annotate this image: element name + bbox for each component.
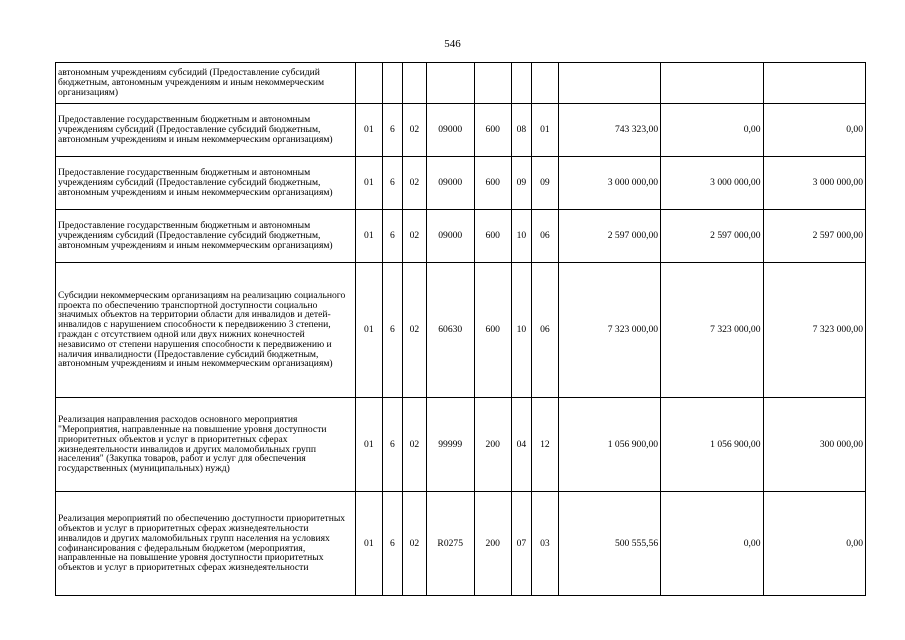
main-activity-code: 02 — [403, 157, 427, 210]
amount-year-1 — [558, 63, 660, 104]
program-code: 01 — [356, 157, 383, 210]
expense-direction-code — [426, 63, 474, 104]
row-description: Предоставление государственным бюджетным и автономным учреждениям субсидий (Предоставление субсидий бюджетным, автономным учреждениям и иным некоммерческим организациям) — [56, 157, 356, 210]
row-description: Реализация направления расходов основного мероприятия "Мероприятия, направленные на повышение уровня доступности приоритетных объектов и услуг в приоритетных сферах жизнедеятельности инвалидов и других маломобильных групп населения" (Закупка товаров, работ и услуг для обеспечения государственных (муниципальных) нужд) — [56, 398, 356, 492]
subsection-code: 09 — [532, 157, 559, 210]
main-activity-code — [403, 63, 427, 104]
subprogram-code: 6 — [382, 398, 402, 492]
program-code: 01 — [356, 210, 383, 263]
amount-year-2: 1 056 900,00 — [661, 398, 763, 492]
section-code: 07 — [511, 492, 531, 596]
expense-direction-code: 09000 — [426, 157, 474, 210]
amount-year-3: 7 323 000,00 — [763, 263, 866, 398]
subsection-code — [532, 63, 559, 104]
amount-year-3: 0,00 — [763, 492, 866, 596]
program-code: 01 — [356, 263, 383, 398]
amount-year-1: 7 323 000,00 — [558, 263, 660, 398]
subprogram-code: 6 — [382, 263, 402, 398]
main-activity-code: 02 — [403, 263, 427, 398]
main-activity-code: 02 — [403, 210, 427, 263]
row-description: автономным учреждениям субсидий (Предоставление субсидий бюджетным, автономным учреждениям и иным некоммерческим организациям) — [56, 63, 356, 104]
amount-year-1: 500 555,56 — [558, 492, 660, 596]
expense-direction-code: 60630 — [426, 263, 474, 398]
amount-year-1: 1 056 900,00 — [558, 398, 660, 492]
amount-year-3 — [763, 63, 866, 104]
subprogram-code — [382, 63, 402, 104]
table-row — [56, 63, 866, 104]
amount-year-1: 3 000 000,00 — [558, 157, 660, 210]
section-code: 04 — [511, 398, 531, 492]
subprogram-code: 6 — [382, 157, 402, 210]
amount-year-3: 300 000,00 — [763, 398, 866, 492]
expense-direction-code: 09000 — [426, 104, 474, 157]
subsection-code: 06 — [532, 210, 559, 263]
section-code: 10 — [511, 210, 531, 263]
table-row — [56, 210, 866, 263]
amount-year-2: 0,00 — [661, 104, 763, 157]
main-activity-code: 02 — [403, 492, 427, 596]
subprogram-code: 6 — [382, 210, 402, 263]
amount-year-1: 2 597 000,00 — [558, 210, 660, 263]
amount-year-3: 2 597 000,00 — [763, 210, 866, 263]
subprogram-code: 6 — [382, 492, 402, 596]
table-row — [56, 263, 866, 398]
row-description: Реализация мероприятий по обеспечению доступности приоритетных объектов и услуг в приоритетных сферах жизнедеятельности инвалидов и других маломобильных групп населения на условиях софинансирования с федеральным бюджетом (мероприятия, направленные на повышение уровня доступности приоритетных объектов и услуг в приоритетных сферах жизнедеятельности — [56, 492, 356, 596]
program-code: 01 — [356, 492, 383, 596]
amount-year-2: 0,00 — [661, 492, 763, 596]
subsection-code: 06 — [532, 263, 559, 398]
subprogram-code: 6 — [382, 104, 402, 157]
program-code: 01 — [356, 398, 383, 492]
amount-year-2 — [661, 63, 763, 104]
subsection-code: 12 — [532, 398, 559, 492]
amount-year-2: 3 000 000,00 — [661, 157, 763, 210]
main-activity-code: 02 — [403, 398, 427, 492]
row-description: Субсидии некоммерческим организациям на реализацию социального проекта по обеспечению транспортной доступности социально значимых объектов на территории области для инвалидов и детей-инвалидов с нарушением способности к передвижению 3 степени, граждан с отсутствием одной или двух нижних конечностей независимо от степени нарушения способности к передвижению и наличия инвалидности (Предоставление субсидий бюджетным, автономным учреждениям и иным некоммерческим организациям) — [56, 263, 356, 398]
expense-type-code: 600 — [474, 263, 511, 398]
expense-type-code: 200 — [474, 492, 511, 596]
expense-direction-code: 99999 — [426, 398, 474, 492]
amount-year-1: 743 323,00 — [558, 104, 660, 157]
table-row — [56, 398, 866, 492]
expense-type-code: 200 — [474, 398, 511, 492]
budget-table — [55, 62, 866, 596]
expense-type-code: 600 — [474, 104, 511, 157]
section-code — [511, 63, 531, 104]
amount-year-3: 3 000 000,00 — [763, 157, 866, 210]
main-activity-code: 02 — [403, 104, 427, 157]
section-code: 08 — [511, 104, 531, 157]
row-description: Предоставление государственным бюджетным и автономным учреждениям субсидий (Предоставление субсидий бюджетным, автономным учреждениям и иным некоммерческим организациям) — [56, 104, 356, 157]
table-row — [56, 157, 866, 210]
expense-type-code — [474, 63, 511, 104]
row-description: Предоставление государственным бюджетным и автономным учреждениям субсидий (Предоставление субсидий бюджетным, автономным учреждениям и иным некоммерческим организациям) — [56, 210, 356, 263]
section-code: 09 — [511, 157, 531, 210]
table-row — [56, 104, 866, 157]
amount-year-2: 2 597 000,00 — [661, 210, 763, 263]
expense-direction-code: R0275 — [426, 492, 474, 596]
subsection-code: 01 — [532, 104, 559, 157]
section-code: 10 — [511, 263, 531, 398]
expense-direction-code: 09000 — [426, 210, 474, 263]
amount-year-2: 7 323 000,00 — [661, 263, 763, 398]
expense-type-code: 600 — [474, 157, 511, 210]
page-number: 546 — [444, 38, 461, 50]
program-code — [356, 63, 383, 104]
subsection-code: 03 — [532, 492, 559, 596]
table-row — [56, 492, 866, 596]
amount-year-3: 0,00 — [763, 104, 866, 157]
program-code: 01 — [356, 104, 383, 157]
expense-type-code: 600 — [474, 210, 511, 263]
